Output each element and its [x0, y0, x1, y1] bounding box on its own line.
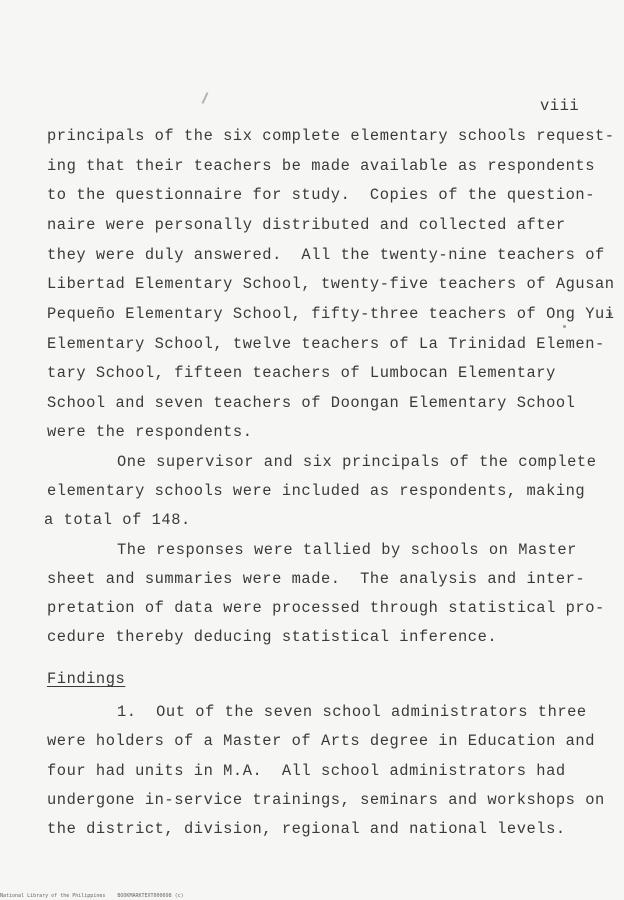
text-line: a total of 148. [44, 511, 191, 529]
text-line: the district, division, regional and national levels. [47, 820, 566, 838]
text-line: Libertad Elementary School, twenty-five teachers of Agusan [47, 275, 615, 293]
text-line: were the respondents. [47, 423, 253, 441]
text-line: pretation of data were processed through statistical pro- [47, 599, 605, 617]
text-line: Elementary School, twelve teachers of La Trinidad Elemen- [47, 335, 605, 353]
text-line: The responses were tallied by schools on Master [117, 541, 577, 559]
page-number: viii [540, 97, 580, 115]
text-line: Pequeño Elementary School, fifty-three teachers of Ong Yui [47, 305, 615, 323]
text-line: to the questionnaire for study. Copies of the question- [47, 186, 596, 204]
text-line: tary School, fifteen teachers of Lumbocan Elementary [47, 364, 556, 382]
text-line: undergone in-service trainings, seminars and workshops on [47, 791, 605, 809]
text-line: elementary schools were included as respondents, making [47, 482, 586, 500]
text-line: four had units in M.A. All school administrators had [47, 762, 566, 780]
text-line: cedure thereby deducing statistical inference. [47, 628, 498, 646]
text-line: naire were personally distributed and collected after [47, 216, 566, 234]
text-line: they were duly answered. All the twenty-nine teachers of [47, 246, 605, 264]
text-line: School and seven teachers of Doongan Elementary School [47, 394, 576, 412]
text-line: principals of the six complete elementary schools request- [47, 127, 615, 145]
text-line: One supervisor and six principals of the complete [117, 453, 597, 471]
scan-mark [202, 92, 209, 104]
text-line: were holders of a Master of Arts degree in Education and [47, 732, 596, 750]
scan-dot [563, 325, 566, 328]
text-line: sheet and summaries were made. The analysis and inter- [47, 570, 586, 588]
text-line: ing that their teachers be made available as respondents [47, 157, 596, 175]
findings-heading: Findings [47, 670, 126, 688]
text-line: 1. Out of the seven school administrators three [117, 703, 587, 721]
footer-watermark: National Library of the Philippines BOOKMARKTEXT000098 (c) [0, 893, 184, 899]
